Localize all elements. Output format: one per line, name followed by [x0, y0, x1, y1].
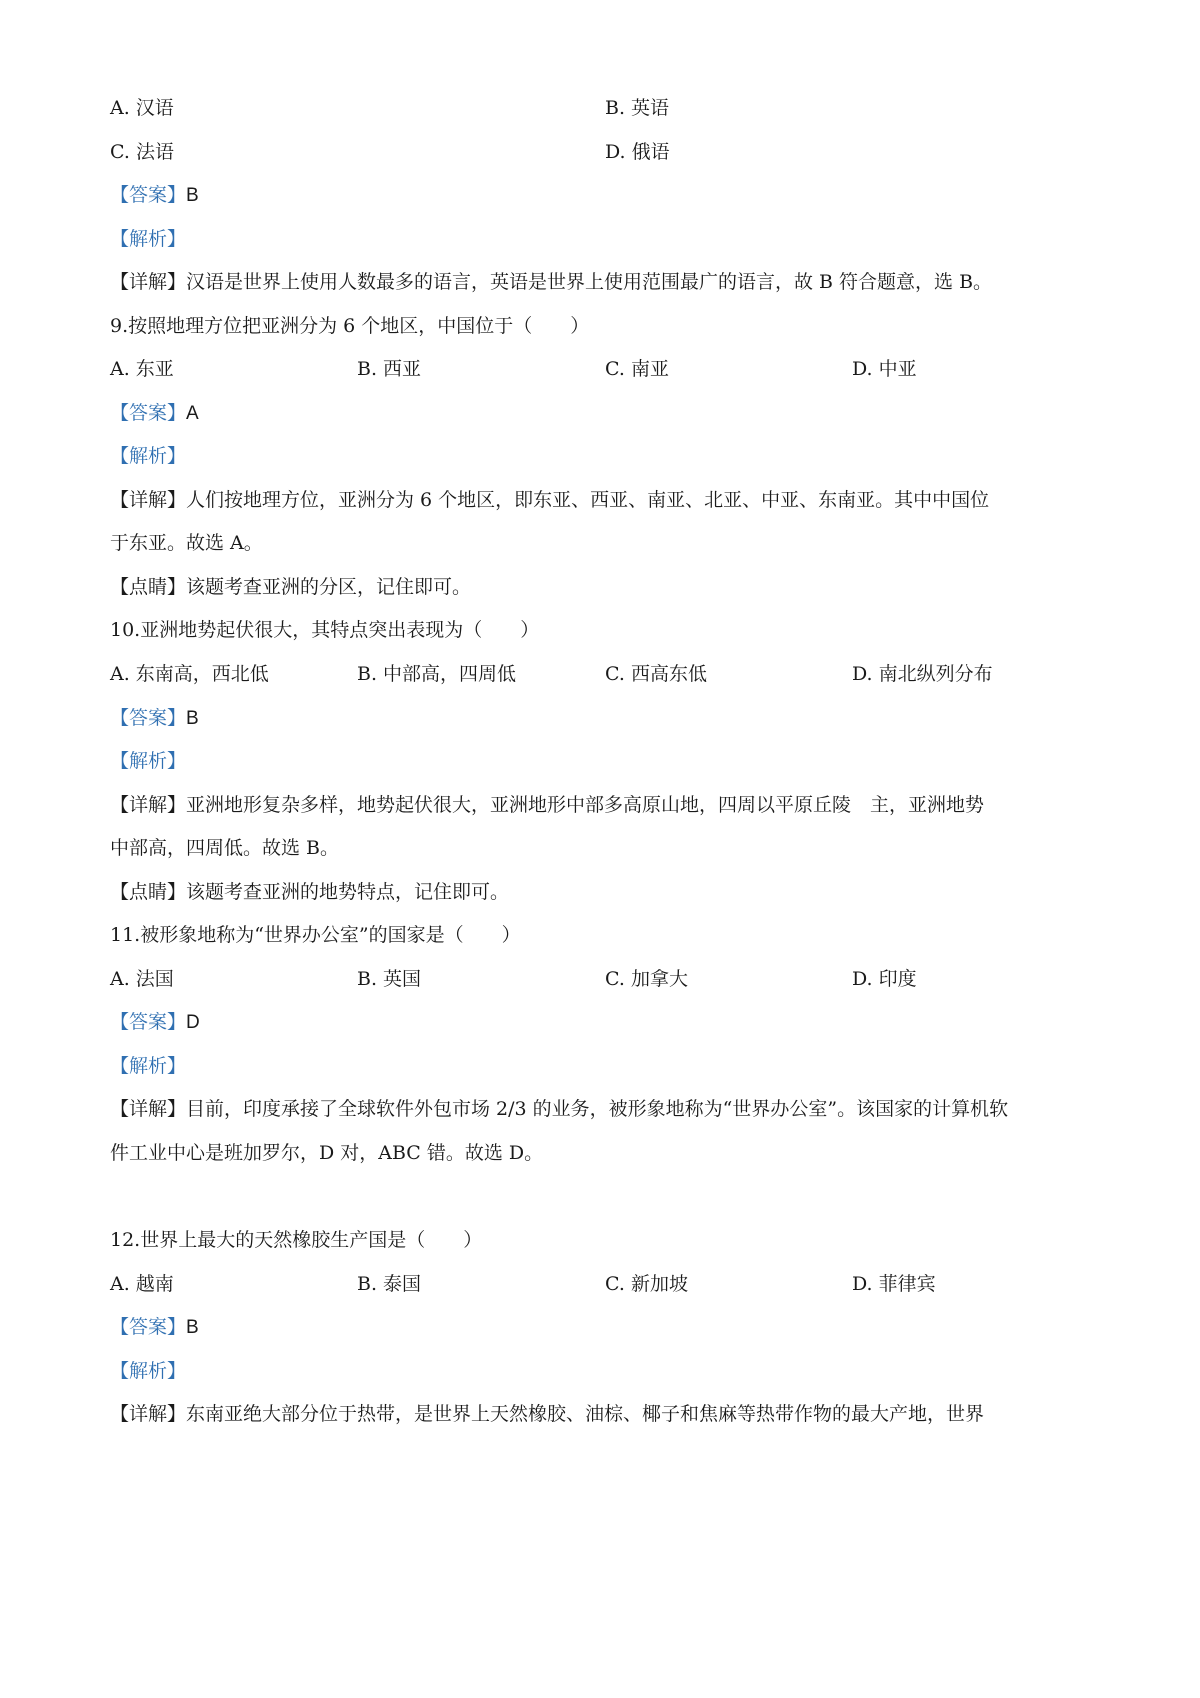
- q10-detail-line-1: [110, 793, 1100, 817]
- detail-tag: 【详解】: [110, 1403, 187, 1425]
- q9-point: [110, 575, 1100, 599]
- detail-text: 亚洲地形复杂多样，地势起伏很大，亚洲地形中部多高原山地，四周以平原丘陵 主，亚洲地势: [186, 794, 985, 816]
- q12-options-row: [110, 1272, 1100, 1296]
- q12-option-c: C. 新加坡: [605, 1273, 688, 1295]
- q8-options-row-1: [110, 96, 1100, 120]
- q11-detail-line-2: 件工业中心是班加罗尔，D 对，ABC 错。故选 D。: [110, 1142, 544, 1164]
- q12-analysis-tag: 【解析】: [110, 1360, 187, 1382]
- q11-detail-line-1: [110, 1097, 1100, 1121]
- detail-text: 目前，印度承接了全球软件外包市场 2/3 的业务，被形象地称为“世界办公室”。该国家的计算机软: [186, 1098, 1009, 1120]
- answer-tag: 【答案】: [110, 184, 187, 206]
- q9-detail-line-1: [110, 488, 1100, 512]
- q8-option-c: C. 法语: [110, 141, 174, 163]
- q9-answer: [110, 401, 1100, 425]
- q8-option-a: A. 汉语: [110, 97, 174, 119]
- q11-options-row: [110, 967, 1100, 991]
- answer-value: D: [186, 1012, 200, 1033]
- q9-detail-line-2: 于东亚。故选 A。: [110, 532, 263, 554]
- detail-text: 汉语是世界上使用人数最多的语言，英语是世界上使用范围最广的语言，故 B 符合题意，选 B。: [186, 271, 993, 293]
- q8-answer: [110, 183, 1100, 207]
- q10-options-row: [110, 662, 1100, 686]
- q12-option-d: D. 菲律宾: [852, 1273, 936, 1295]
- answer-value: B: [186, 185, 199, 206]
- q9-analysis-tag: 【解析】: [110, 445, 187, 467]
- q8-option-b: B. 英语: [605, 97, 670, 119]
- point-text: 该题考查亚洲的分区，记住即可。: [186, 576, 472, 598]
- detail-text: 东南亚绝大部分位于热带，是世界上天然橡胶、油棕、椰子和焦麻等热带作物的最大产地，世界: [186, 1403, 985, 1425]
- q8-option-d: D. 俄语: [605, 141, 670, 163]
- answer-value: B: [186, 708, 199, 729]
- q11-option-b: B. 英国: [357, 968, 422, 990]
- q11-question: 11.被形象地称为“世界办公室”的国家是（ ）: [110, 924, 521, 946]
- q9-options-row: [110, 357, 1100, 381]
- answer-value: B: [186, 1317, 199, 1338]
- q8-analysis-tag: 【解析】: [110, 228, 187, 250]
- answer-value: A: [186, 403, 199, 424]
- detail-tag: 【详解】: [110, 794, 187, 816]
- q12-option-a: A. 越南: [110, 1273, 174, 1295]
- answer-tag: 【答案】: [110, 707, 187, 729]
- q11-answer: [110, 1010, 1100, 1034]
- answer-tag: 【答案】: [110, 1011, 187, 1033]
- q9-option-b: B. 西亚: [357, 358, 422, 380]
- point-tag: 【点睛】: [110, 576, 187, 598]
- answer-tag: 【答案】: [110, 402, 187, 424]
- q10-option-b: B. 中部高，四周低: [357, 663, 517, 685]
- q10-answer: [110, 706, 1100, 730]
- q9-option-a: A. 东亚: [110, 358, 174, 380]
- q12-question: 12.世界上最大的天然橡胶生产国是（ ）: [110, 1229, 483, 1251]
- q10-detail-line-2: 中部高，四周低。故选 B。: [110, 837, 340, 859]
- point-tag: 【点睛】: [110, 881, 187, 903]
- detail-tag: 【详解】: [110, 271, 187, 293]
- q10-analysis-tag: 【解析】: [110, 750, 187, 772]
- q10-option-d: D. 南北纵列分布: [852, 663, 993, 685]
- q10-point: [110, 880, 1100, 904]
- detail-tag: 【详解】: [110, 489, 187, 511]
- q10-option-a: A. 东南高，西北低: [110, 663, 269, 685]
- q11-analysis-tag: 【解析】: [110, 1055, 187, 1077]
- q11-option-d: D. 印度: [852, 968, 917, 990]
- q11-option-c: C. 加拿大: [605, 968, 688, 990]
- q10-question: 10.亚洲地势起伏很大，其特点突出表现为（ ）: [110, 619, 540, 641]
- answer-tag: 【答案】: [110, 1316, 187, 1338]
- q12-answer: [110, 1315, 1100, 1339]
- q8-detail: [110, 270, 1100, 294]
- q9-option-c: C. 南亚: [605, 358, 669, 380]
- q9-option-d: D. 中亚: [852, 358, 917, 380]
- detail-tag: 【详解】: [110, 1098, 187, 1120]
- q12-detail-line-1: [110, 1402, 1100, 1426]
- q11-option-a: A. 法国: [110, 968, 174, 990]
- q8-options-row-2: [110, 140, 1100, 164]
- q9-question: 9.按照地理方位把亚洲分为 6 个地区，中国位于（ ）: [110, 315, 590, 337]
- q12-option-b: B. 泰国: [357, 1273, 422, 1295]
- q10-option-c: C. 西高东低: [605, 663, 707, 685]
- point-text: 该题考查亚洲的地势特点，记住即可。: [186, 881, 510, 903]
- detail-text: 人们按地理方位，亚洲分为 6 个地区，即东亚、西亚、南亚、北亚、中亚、东南亚。其中中国位: [186, 489, 990, 511]
